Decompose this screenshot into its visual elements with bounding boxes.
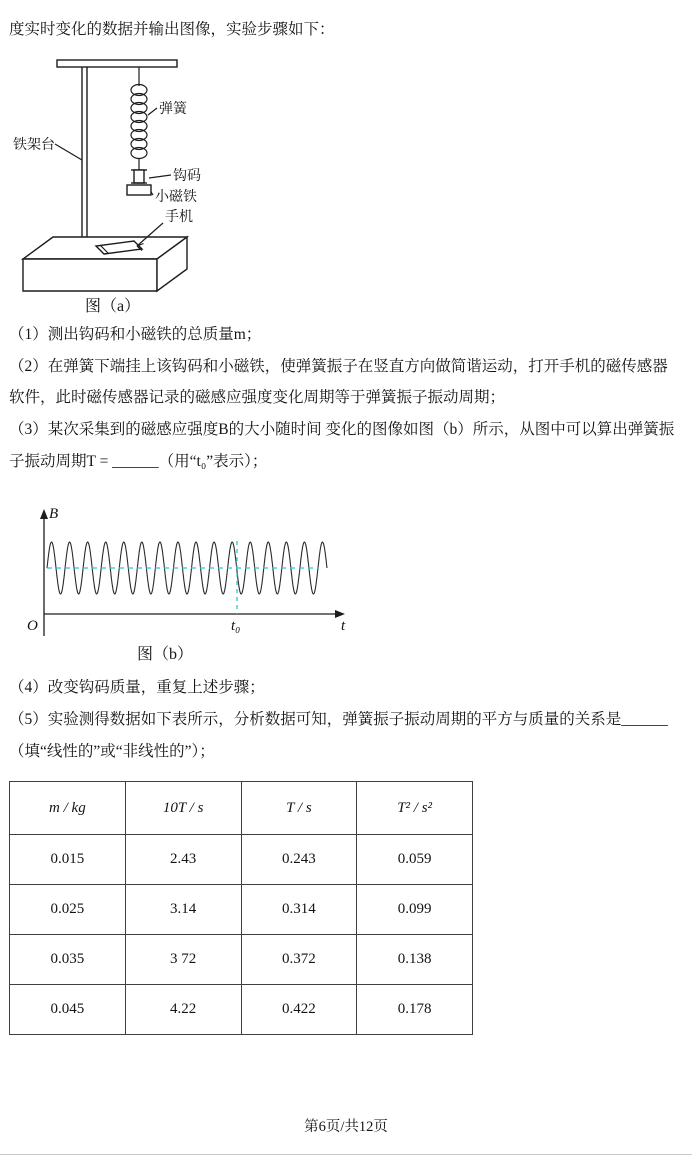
hook-weight-icon xyxy=(131,170,147,183)
table-cell: 0.015 xyxy=(10,835,126,885)
table-cell: 0.372 xyxy=(241,935,357,985)
iron-stand xyxy=(57,60,177,254)
table-header-row xyxy=(10,782,473,835)
figure-b xyxy=(19,504,678,666)
col-header-mass: m / kg xyxy=(10,782,126,835)
table-cell: 0.138 xyxy=(357,935,473,985)
table-cell: 0.045 xyxy=(10,985,126,1035)
leader-lines xyxy=(55,108,171,251)
page-footer: 第6页/共12页 xyxy=(304,1119,388,1135)
t0-label: t₀ xyxy=(231,617,241,634)
label-spring: 弹簧 xyxy=(159,101,187,117)
stand-top-bar xyxy=(57,60,177,67)
label-magnet: 小磁铁 xyxy=(155,189,197,205)
table-row xyxy=(10,985,473,1035)
table-cell: 3.14 xyxy=(125,885,241,935)
b-t-graph xyxy=(19,504,359,644)
label-weight: 钩码 xyxy=(173,168,201,184)
col-header-T: T / s xyxy=(241,782,357,835)
intro-text: 度实时变化的数据并输出图像，实验步骤如下： xyxy=(9,21,335,38)
step-4: （4）改变钩码质量，重复上述步骤； xyxy=(9,678,265,696)
table-cell: 0.422 xyxy=(241,985,357,1035)
table-cell: 0.178 xyxy=(357,985,473,1035)
table-cell: 0.025 xyxy=(10,885,126,935)
table-row xyxy=(10,935,473,985)
col-header-10T: 10T / s xyxy=(125,782,241,835)
table-cell: 0.099 xyxy=(357,885,473,935)
y-axis-label: B xyxy=(49,505,59,522)
measurement-table xyxy=(9,781,473,1035)
table-cell: 0.243 xyxy=(241,835,357,885)
spring-icon xyxy=(131,67,147,170)
table-row xyxy=(10,885,473,935)
table-cell: 2.43 xyxy=(125,835,241,885)
figure-a-labels xyxy=(13,101,201,225)
step-1: （1）测出钩码和小磁铁的总质量m； xyxy=(9,325,262,343)
label-phone: 手机 xyxy=(165,209,193,225)
step-3: （3）某次采集到的磁感应强度B的大小随时间 变化的图像如图（b）所示，从图中可以算出弹簧振子振动周期T = ______（用“t₀”表示）； xyxy=(9,421,675,470)
figure-b-caption: 图（b） xyxy=(137,645,194,663)
table-cell: 4.22 xyxy=(125,985,241,1035)
stand-rod xyxy=(82,63,87,254)
step-5: （5）实验测得数据如下表所示，分析数据可知，弹簧振子振动周期的平方与质量的关系是______（填“线性的”或“非线性的”）； xyxy=(9,710,668,760)
apparatus-diagram xyxy=(9,52,269,317)
table-cell: 0.035 xyxy=(10,935,126,985)
figure-a-caption: 图（a） xyxy=(85,297,141,315)
figure-a xyxy=(9,52,678,317)
x-axis-label: t xyxy=(341,617,346,634)
table-row xyxy=(10,835,473,885)
label-stand: 铁架台 xyxy=(13,137,55,153)
table-cell: 3 72 xyxy=(125,935,241,985)
bottom-rule xyxy=(0,1154,692,1155)
origin-label: O xyxy=(27,617,38,634)
table-cell: 0.059 xyxy=(357,835,473,885)
col-header-T-squared: T² / s² xyxy=(357,782,473,835)
magnet-icon xyxy=(127,185,151,195)
step-2: （2）在弹簧下端挂上该钩码和小磁铁，使弹簧振子在竖直方向做简谐运动，打开手机的磁传感器软件，此时磁传感器记录的磁感应强度变化周期等于弹簧振子振动周期； xyxy=(9,357,668,407)
table-cell: 0.314 xyxy=(241,885,357,935)
